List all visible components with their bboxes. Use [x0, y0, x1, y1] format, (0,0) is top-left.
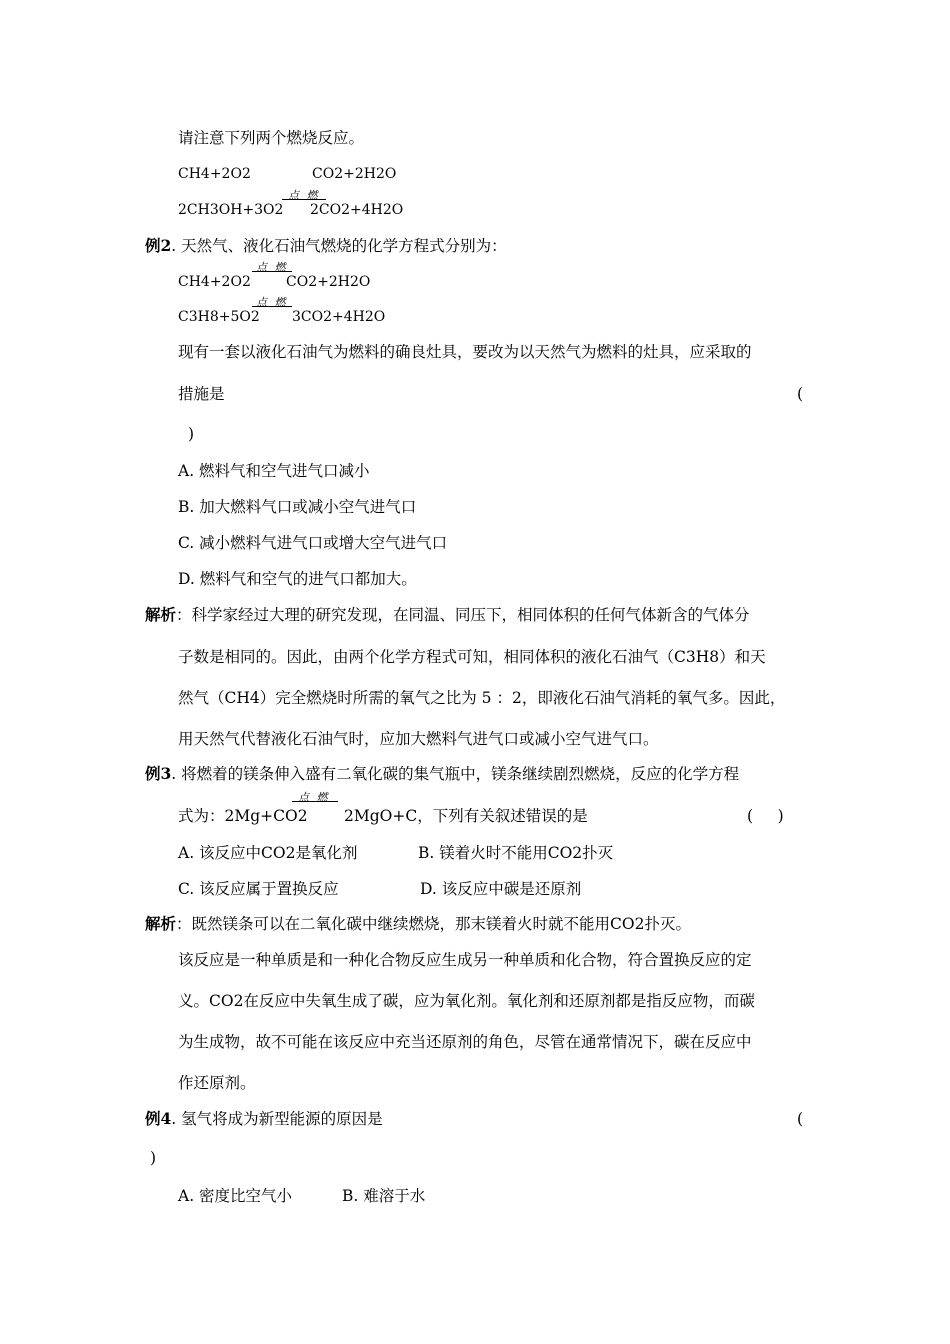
option-b: B. 难溶于水 — [342, 1187, 426, 1205]
example-4-text: . 氢气将成为新型能源的原因是 — [171, 1110, 383, 1128]
example-2-text: . 天然气、液化石油气燃烧的化学方程式分别为： — [171, 237, 507, 255]
analysis-text: ：科学家经过大理的研究发现，在同温、同压下，相同体积的任何气体新含的气体分 — [176, 606, 750, 624]
example-3-analysis-line-4: 为生成物，故不可能在该反应中充当还原剂的角色，尽管在通常情况下，碳在反应中 — [178, 1033, 752, 1051]
answer-paren: ( ) — [747, 807, 784, 825]
equation-2-right: 2CO2+4H2O — [310, 202, 404, 218]
equation-1-right: CO2+2H2O — [312, 166, 397, 182]
example-2-analysis-line-3: 然气（CH4）完全燃烧时所需的氧气之比为 5 ：2，即液化石油气消耗的氧气多。因此， — [178, 689, 786, 707]
intro-text: 请注意下列两个燃烧反应。 — [178, 129, 365, 147]
example-2-question-line-1: 现有一套以液化石油气为燃料的确良灶具，要改为以天然气为燃料的灶具，应采取的 — [178, 343, 752, 361]
example-2-equation-1-right: CO2+2H2O — [286, 274, 371, 290]
example-3-analysis-line-2: 该反应是一种单质是和一种化合物反应生成另一种单质和化合物，符合置换反应的定 — [178, 951, 752, 969]
reaction-arrow-line — [252, 271, 292, 272]
example-3-label: 例3 — [145, 764, 172, 783]
reaction-condition-label: 点 燃 — [256, 261, 288, 274]
example-3-analysis-line-3: 义。CO2在反应中失氧生成了碳，应为氧化剂。氧化剂和还原剂都是指反应物，而碳 — [178, 992, 755, 1010]
answer-paren-close: ) — [150, 1149, 157, 1167]
option-d: D. 该反应中碳是还原剂 — [420, 880, 582, 898]
option-a: A. 该反应中CO2是氧化剂 — [178, 844, 358, 862]
example-2-equation-2-left: C3H8+5O2 — [178, 309, 260, 325]
reaction-condition-label: 点 燃 — [288, 189, 320, 202]
example-2-equation-1-left: CH4+2O2 — [178, 274, 251, 290]
option-b: B. 镁着火时不能用CO2扑灭 — [418, 844, 614, 862]
example-2-heading — [145, 236, 507, 256]
option-d: D. 燃料气和空气的进气口都加大。 — [178, 570, 417, 588]
example-4-label: 例4 — [145, 1109, 172, 1128]
example-2-analysis-line-2: 子数是相同的。因此，由两个化学方程式可知，相同体积的液化石油气（C3H8）和天 — [178, 648, 766, 666]
option-a: A. 密度比空气小 — [178, 1187, 293, 1205]
example-2-question-line-2: 措施是 — [178, 385, 225, 403]
example-2-equation-2-right: 3CO2+4H2O — [292, 309, 386, 325]
example-3-text: . 将燃着的镁条伸入盛有二氧化碳的集气瓶中，镁条继续剧烈燃烧，反应的化学方程 — [171, 765, 740, 783]
option-c: C. 减小燃料气进气口或增大空气进气口 — [178, 534, 448, 552]
option-b: B. 加大燃料气口或减小空气进气口 — [178, 498, 417, 516]
answer-paren-open: ( — [797, 385, 804, 403]
example-3-equation-product: 2MgO+C，下列有关叙述错误的是 — [344, 807, 588, 825]
example-3-analysis-line-1 — [145, 914, 691, 934]
option-c: C. 该反应属于置换反应 — [178, 880, 339, 898]
example-2-label: 例2 — [145, 236, 172, 255]
example-3-analysis-line-5: 作还原剂。 — [178, 1074, 256, 1092]
reaction-arrow-line — [282, 199, 326, 200]
example-4-heading — [145, 1109, 383, 1129]
analysis-label: 解析 — [145, 914, 177, 933]
reaction-condition-label: 点 燃 — [256, 296, 288, 309]
example-3-equation-prefix: 式为：2Mg+CO2 — [178, 807, 308, 825]
answer-paren-open: ( — [797, 1110, 804, 1128]
option-a: A. 燃料气和空气进气口减小 — [178, 462, 370, 480]
reaction-condition-label: 点 燃 — [298, 791, 330, 804]
example-3-heading — [145, 764, 739, 784]
example-2-analysis-line-4: 用天然气代替液化石油气时，应加大燃料气进气口或减小空气进气口。 — [178, 730, 659, 748]
answer-paren-close: ) — [188, 425, 195, 443]
equation-2-left: 2CH3OH+3O2 — [178, 202, 284, 218]
example-2-analysis-line-1 — [145, 605, 750, 625]
reaction-arrow-line — [292, 801, 338, 802]
equation-1-left: CH4+2O2 — [178, 166, 251, 182]
analysis-label: 解析 — [145, 605, 177, 624]
reaction-arrow-line — [252, 306, 292, 307]
analysis-text: ：既然镁条可以在二氧化碳中继续燃烧，那末镁着火时就不能用CO2扑灭。 — [176, 915, 691, 933]
